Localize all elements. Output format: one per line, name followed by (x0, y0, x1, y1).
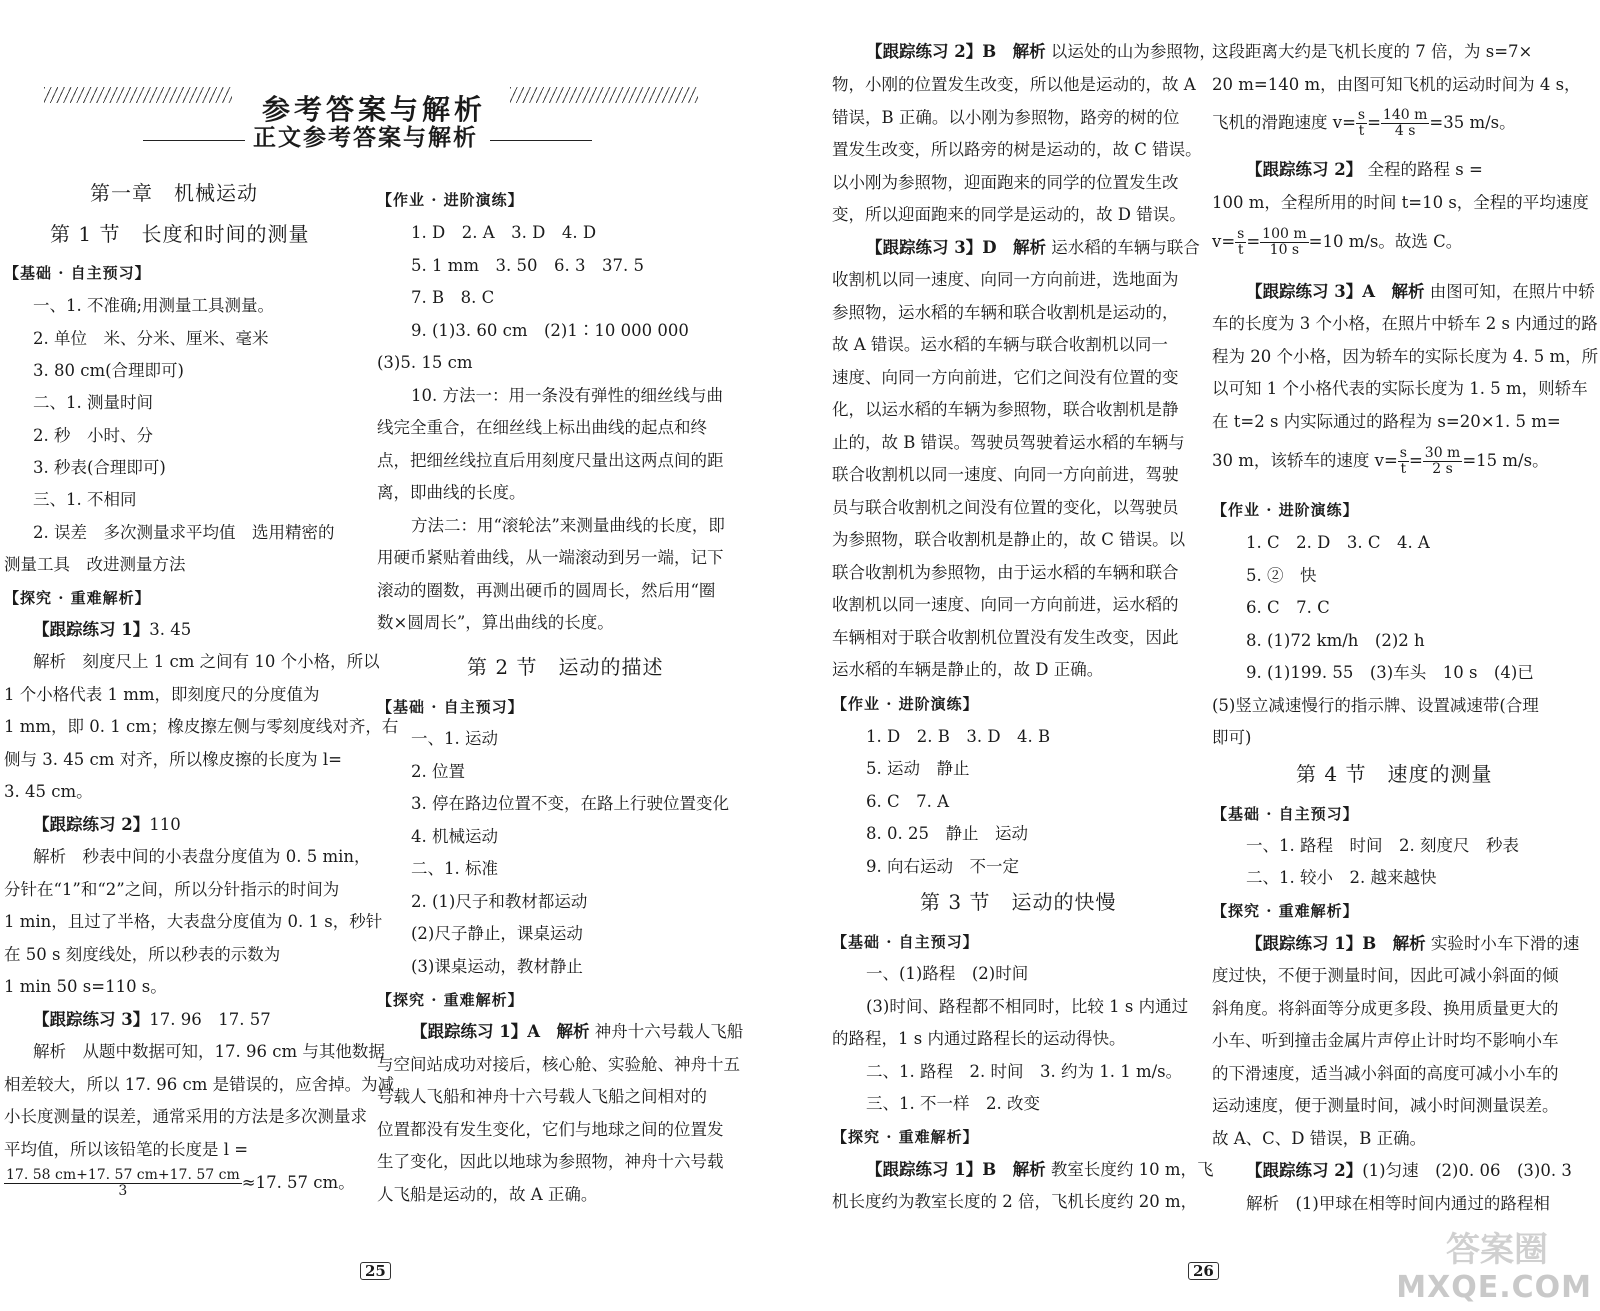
fraction-numerator: 30 m (1424, 445, 1461, 461)
formula-result: ≈17. 57 cm。 (241, 1173, 355, 1192)
explanation-line: 为参照物，联合收割机是静止的，故 C 错误。以 (832, 530, 1186, 549)
explanation-line: 员与联合收割机之间没有位置的变化，以驾驶员 (832, 498, 1179, 517)
fraction (4, 1168, 242, 1199)
fraction (1381, 108, 1429, 139)
answer-line: (3)5. 15 cm (377, 353, 473, 372)
answer-line: (3)时间、路程都不相同时，比较 1 s 内通过 (866, 997, 1189, 1016)
tag-explore: 【探究 · 重难解析】 (832, 1128, 979, 1146)
explanation-line: 斜角度。将斜面等分成更多段、换用质量更大的 (1212, 999, 1559, 1018)
subtitle-rule-right (490, 140, 592, 141)
practice-3 (1246, 282, 1595, 302)
practice-label: 【跟踪练习 2】 (1246, 160, 1363, 179)
fraction-denominator: t (1358, 123, 1365, 139)
formula-text: =15 m/s。 (1462, 451, 1549, 470)
formula-text: 30 m，该轿车的速度 v= (1212, 451, 1398, 470)
formula-text: =35 m/s。 (1429, 113, 1516, 132)
answer-line: 8. 0. 25 静止 运动 (866, 824, 1028, 843)
explanation-line: 置发生改变，所以路旁的树是运动的，故 C 错误。 (832, 140, 1202, 159)
fraction (1423, 446, 1463, 477)
answer-line: 6. C 7. A (866, 792, 950, 811)
formula-text: = (1408, 451, 1423, 470)
explanation-line: 1 min 50 s=110 s。 (4, 977, 167, 996)
explanation-line: 生了变化，因此以地球为参照物，神舟十六号载 (377, 1152, 724, 1171)
practice-3 (866, 238, 1200, 258)
explanation-text: 由图可知，在照片中轿 (1429, 282, 1595, 301)
answer-line: 2. (1)尺子和教材都运动 (411, 892, 588, 911)
answer-line: (3)课桌运动，教材静止 (411, 957, 583, 976)
sub-title: 正文参考答案与解析 (253, 124, 478, 151)
explanation-line: 解析 秒表中间的小表盘分度值为 0. 5 min， (33, 847, 371, 866)
explanation-text: 以运处的山为参照物， (1050, 42, 1216, 61)
practice-2 (1246, 1161, 1572, 1181)
section-title-3: 第 3 节 运动的快慢 (920, 890, 1117, 914)
explanation-line: 联合收割机以同一速度、向同一方向前进，驾驶 (832, 465, 1179, 484)
fraction (1235, 227, 1246, 258)
method-line: 方法二：用“滚轮法”来测量曲线的长度，即 (411, 516, 725, 535)
tag-homework: 【作业 · 进阶演练】 (1212, 501, 1359, 519)
answer-line: 5. 运动 静止 (866, 759, 970, 778)
answer-line: 即可) (1212, 728, 1252, 747)
practice-1 (1246, 934, 1579, 954)
explanation-line: 物，小刚的位置发生改变，所以他是运动的，故 A (832, 75, 1196, 94)
explanation-text: 运水稻的车辆与联合 (1051, 238, 1200, 257)
answer-line: 1. D 2. B 3. D 4. B (866, 727, 1051, 746)
explanation-line: 程为 20 个小格，因为轿车的实际长度为 4. 5 m，所 (1212, 347, 1599, 366)
average-formula (4, 1168, 355, 1199)
method-line: 滚动的圈数，再测出硬币的圆周长，然后用“圈 (377, 581, 716, 600)
method-line: 离，即曲线的长度。 (377, 483, 526, 502)
answer-line: 的路程，1 s 内通过路程长的运动得快。 (832, 1029, 1126, 1048)
practice-1 (411, 1022, 743, 1042)
subtitle-rule-left (143, 140, 245, 141)
fraction-numerator: 17. 58 cm+17. 57 cm+17. 57 cm (6, 1167, 240, 1183)
explanation-line: 速度、向同一方向前进，它们之间没有位置的变 (832, 368, 1179, 387)
tag-explore: 【探究 · 重难解析】 (377, 991, 524, 1009)
explanation-line: 1 min，且过了半格，大表盘分度值为 0. 1 s，秒针 (4, 912, 383, 931)
fraction-denominator: 10 s (1269, 242, 1300, 258)
explanation-line: 解析 刻度尺上 1 cm 之间有 10 个小格，所以 (33, 652, 380, 671)
answer-line: 3. 80 cm(合理即可) (33, 361, 184, 380)
tag-homework: 【作业 · 进阶演练】 (832, 695, 979, 713)
answer-line: 测量工具 改进测量方法 (4, 555, 186, 574)
explanation-line: 20 m=140 m，由图可知飞机的运动时间为 4 s， (1212, 75, 1581, 94)
explanation-line: 联合收割机为参照物，由于运水稻的车辆和联合 (832, 563, 1179, 582)
speed-formula (1212, 446, 1549, 477)
practice-answer: 3. 45 (149, 620, 192, 639)
answer-line: 8. (1)72 km/h (2)2 h (1246, 631, 1425, 650)
explanation-line: 错误，B 正确。以小刚为参照物，路旁的树的位 (832, 108, 1180, 127)
page-number-right: 26 (1188, 1262, 1219, 1280)
practice-label: 【跟踪练习 2】 (33, 815, 150, 834)
section-title-2: 第 2 节 运动的描述 (467, 655, 664, 679)
practice-label: 【跟踪练习 3】 (33, 1010, 150, 1029)
explanation-line: 以小刚为参照物，迎面跑来的同学的位置发生改 (832, 173, 1179, 192)
explanation-line: 3. 45 cm。 (4, 782, 93, 801)
watermark-url: MXQE.COM (1396, 1270, 1592, 1305)
practice-answer: 110 (149, 815, 181, 834)
practice-label: 【跟踪练习 1】A 解析 (411, 1022, 590, 1041)
explanation-line: 与空间站成功对接后，核心舱、实验舱、神舟十五 (377, 1055, 740, 1074)
explanation-line: 度过快，不便于测量时间，因此可减小斜面的倾 (1212, 966, 1559, 985)
explanation-line: 1 个小格代表 1 mm，即刻度尺的分度值为 (4, 685, 320, 704)
answer-line: 一、1. 运动 (411, 729, 498, 748)
explanation-text: 全程的路程 s = (1367, 160, 1483, 179)
answer-line: 2. 误差 多次测量求平均值 选用精密的 (33, 523, 335, 542)
formula-text: = (1367, 113, 1381, 132)
watermark-logo: 答案圈 (1446, 1230, 1548, 1270)
explanation-line: 止的，故 B 错误。驾驶员驾驶着运水稻的车辆与 (832, 433, 1185, 452)
header-hatch-left (44, 87, 232, 103)
answer-line: (5)竖立减速慢行的指示牌、设置减速带(合理 (1212, 696, 1539, 715)
fraction-denominator: 3 (118, 1183, 128, 1199)
answer-line: 2. 位置 (411, 762, 465, 781)
explanation-text: 实验时小车下滑的速 (1430, 934, 1580, 953)
fraction-numerator: 100 m (1262, 226, 1307, 242)
explanation-line: 这段距离大约是飞机长度的 7 倍，为 s=7× (1212, 42, 1533, 61)
explanation-line: 100 m，全程所用的时间 t=10 s，全程的平均速度 (1212, 193, 1589, 212)
tag-basic-preview: 【基础 · 自主预习】 (1212, 805, 1359, 823)
explanation-line: 车的长度为 3 个小格，在照片中轿车 2 s 内通过的路 (1212, 314, 1598, 333)
section-title-4: 第 4 节 速度的测量 (1296, 762, 1493, 786)
tag-basic-preview: 【基础 · 自主预习】 (4, 264, 151, 282)
explanation-line: 以可知 1 个小格代表的实际长度为 1. 5 m，则轿车 (1212, 379, 1588, 398)
fraction-denominator: t (1400, 461, 1407, 477)
tag-basic-preview: 【基础 · 自主预习】 (377, 698, 524, 716)
explanation-line: 收割机以同一速度、向同一方向前进，选地面为 (832, 270, 1179, 289)
practice-answer: (1)匀速 (2)0. 06 (3)0. 3 (1362, 1161, 1572, 1180)
tag-homework: 【作业 · 进阶演练】 (377, 191, 524, 209)
answer-line: 2. 秒 小时、分 (33, 426, 153, 445)
explanation-line: 小车、听到撞击金属片声停止计时均不影响小车 (1212, 1031, 1559, 1050)
answer-line: 1. C 2. D 3. C 4. A (1246, 533, 1430, 552)
answer-line: (2)尺子静止，课桌运动 (411, 924, 583, 943)
chapter-title: 第一章 机械运动 (90, 181, 258, 205)
fraction (1260, 227, 1308, 258)
fraction-numerator: s (1399, 445, 1407, 461)
explanation-line: 平均值，所以该铅笔的长度是 l = (4, 1140, 249, 1159)
explanation-line: 在 50 s 刻度线处，所以秒表的示数为 (4, 945, 281, 964)
explanation-line: 变，所以迎面跑来的同学是运动的，故 D 错误。 (832, 205, 1186, 224)
main-title: 参考答案与解析 (262, 93, 487, 126)
answer-line: 4. 机械运动 (411, 827, 498, 846)
explanation-line: 的下滑速度，适当减小斜面的高度可减小小车的 (1212, 1064, 1559, 1083)
explanation-line: 参照物，运水稻的车辆和联合收割机是运动的， (832, 303, 1179, 322)
practice-2 (1246, 160, 1483, 180)
explanation-line: 收割机以同一速度、向同一方向前进，运水稻的 (832, 595, 1179, 614)
answer-line: 7. B 8. C (411, 288, 495, 307)
answer-line: 9. 向右运动 不一定 (866, 857, 1019, 876)
explanation-line: 1 mm，即 0. 1 cm；橡皮擦左侧与零刻度线对齐，右 (4, 717, 399, 736)
explanation-line: 解析 (1)甲球在相等时间内通过的路程相 (1246, 1194, 1550, 1213)
explanation-line: 号载人飞船和神舟十六号载人飞船之间相对的 (377, 1087, 707, 1106)
fraction-numerator: 140 m (1382, 107, 1428, 123)
explanation-line: 运水稻的车辆是静止的，故 D 正确。 (832, 660, 1104, 679)
method-line: 数×圆周长”，算出曲线的长度。 (377, 613, 614, 632)
method-line: 10. 方法一：用一条没有弹性的细丝线与曲 (411, 386, 723, 405)
explanation-line: 运动速度，便于测量时间，减小时间测量误差。 (1212, 1096, 1559, 1115)
answer-line: 6. C 7. C (1246, 598, 1330, 617)
explanation-line: 车辆相对于联合收割机位置没有发生改变，因此 (832, 628, 1179, 647)
tag-explore: 【探究 · 重难解析】 (4, 589, 151, 607)
answer-line: 一、1. 路程 时间 2. 刻度尺 秒表 (1246, 836, 1519, 855)
practice-label: 【跟踪练习 1】B 解析 (866, 1160, 1046, 1179)
fraction-denominator: 2 s (1432, 461, 1453, 477)
practice-answer: 17. 96 17. 57 (149, 1010, 271, 1029)
practice-1 (33, 620, 191, 640)
speed-formula (1212, 108, 1516, 139)
explanation-line: 故 A、C、D 错误，B 正确。 (1212, 1129, 1427, 1148)
practice-label: 【跟踪练习 1】 (33, 620, 150, 639)
answer-line: 一、1. 不准确;用测量工具测量。 (33, 296, 275, 315)
practice-label: 【跟踪练习 2】 (1246, 1161, 1363, 1180)
answer-line: 3. 秒表(合理即可) (33, 458, 166, 477)
tag-basic-preview: 【基础 · 自主预习】 (832, 933, 979, 951)
speed-formula (1212, 227, 1462, 258)
page-number-left: 25 (360, 1262, 391, 1280)
practice-1 (866, 1160, 1214, 1180)
answer-line: 5. 1 mm 3. 50 6. 3 37. 5 (411, 256, 644, 275)
answer-line: 二、1. 标准 (411, 859, 498, 878)
practice-label: 【跟踪练习 1】B 解析 (1246, 934, 1426, 953)
fraction-denominator: 4 s (1394, 123, 1416, 139)
answer-line: 9. (1)199. 55 (3)车头 10 s (4)已 (1246, 663, 1534, 682)
fraction-numerator: s (1237, 226, 1245, 242)
explanation-line: 侧与 3. 45 cm 对齐，所以橡皮擦的长度为 l= (4, 750, 342, 769)
fraction-numerator: s (1357, 107, 1366, 123)
explanation-text: 神舟十六号载人飞船 (594, 1022, 744, 1041)
method-line: 用硬币紧贴着曲线，从一端滚动到另一端，记下 (377, 548, 724, 567)
formula-text: = (1246, 232, 1261, 251)
explanation-text: 教室长度约 10 m，飞 (1050, 1160, 1214, 1179)
fraction (1398, 446, 1409, 477)
answer-line: 3. 停在路边位置不变，在路上行驶位置变化 (411, 794, 729, 813)
answer-line: 1. D 2. A 3. D 4. D (411, 223, 597, 242)
method-line: 线完全重合，在细丝线上标出曲线的起点和终 (377, 418, 707, 437)
answer-line: 一、(1)路程 (2)时间 (866, 964, 1029, 983)
fraction-denominator: t (1237, 242, 1244, 258)
practice-3 (33, 1010, 271, 1030)
explanation-line: 化，以运水稻的车辆为参照物，联合收割机是静 (832, 400, 1179, 419)
practice-label: 【跟踪练习 3】D 解析 (866, 238, 1047, 257)
practice-label: 【跟踪练习 2】B 解析 (866, 42, 1046, 61)
explanation-line: 相差较大，所以 17. 96 cm 是错误的，应舍掉。为减 (4, 1075, 395, 1094)
section-title-1: 第 1 节 长度和时间的测量 (50, 222, 310, 246)
explanation-line: 小长度测量的误差，通常采用的方法是多次测量求 (4, 1107, 367, 1126)
method-line: 点，把细丝线拉直后用刻度尺量出这两点间的距 (377, 451, 724, 470)
fraction (1356, 108, 1367, 139)
practice-2 (866, 42, 1216, 62)
tag-explore: 【探究 · 重难解析】 (1212, 902, 1359, 920)
explanation-line: 在 t=2 s 内实际通过的路程为 s=20×1. 5 m= (1212, 412, 1561, 431)
practice-label: 【跟踪练习 3】A 解析 (1246, 282, 1425, 301)
answer-line: 三、1. 不相同 (33, 490, 137, 509)
explanation-line: 机长度约为教室长度的 2 倍，飞机长度约 20 m， (832, 1192, 1198, 1211)
explanation-line: 位置都没有发生变化，它们与地球之间的位置发 (377, 1120, 724, 1139)
explanation-line: 分针在“1”和“2”之间，所以分针指示的时间为 (4, 880, 340, 899)
answer-line: 9. (1)3. 60 cm (2)1∶10 000 000 (411, 321, 689, 340)
formula-text: =10 m/s。故选 C。 (1308, 232, 1463, 251)
answer-line: 二、1. 较小 2. 越来越快 (1246, 868, 1437, 887)
answer-line: 2. 单位 米、分米、厘米、毫米 (33, 329, 269, 348)
explanation-line: 解析 从题中数据可知，17. 96 cm 与其他数据 (33, 1042, 385, 1061)
header-hatch-right (510, 87, 698, 103)
answer-line: 三、1. 不一样 2. 改变 (866, 1094, 1040, 1113)
formula-text: 飞机的滑跑速度 v= (1212, 113, 1356, 132)
answer-line: 二、1. 测量时间 (33, 393, 153, 412)
answer-line: 5. ② 快 (1246, 566, 1317, 585)
practice-2 (33, 815, 181, 835)
explanation-line: 故 A 错误。运水稻的车辆与联合收割机以同一 (832, 335, 1168, 354)
formula-text: v= (1212, 232, 1236, 251)
answer-line: 二、1. 路程 2. 时间 3. 约为 1. 1 m/s。 (866, 1062, 1183, 1081)
explanation-line: 人飞船是运动的，故 A 正确。 (377, 1185, 598, 1204)
